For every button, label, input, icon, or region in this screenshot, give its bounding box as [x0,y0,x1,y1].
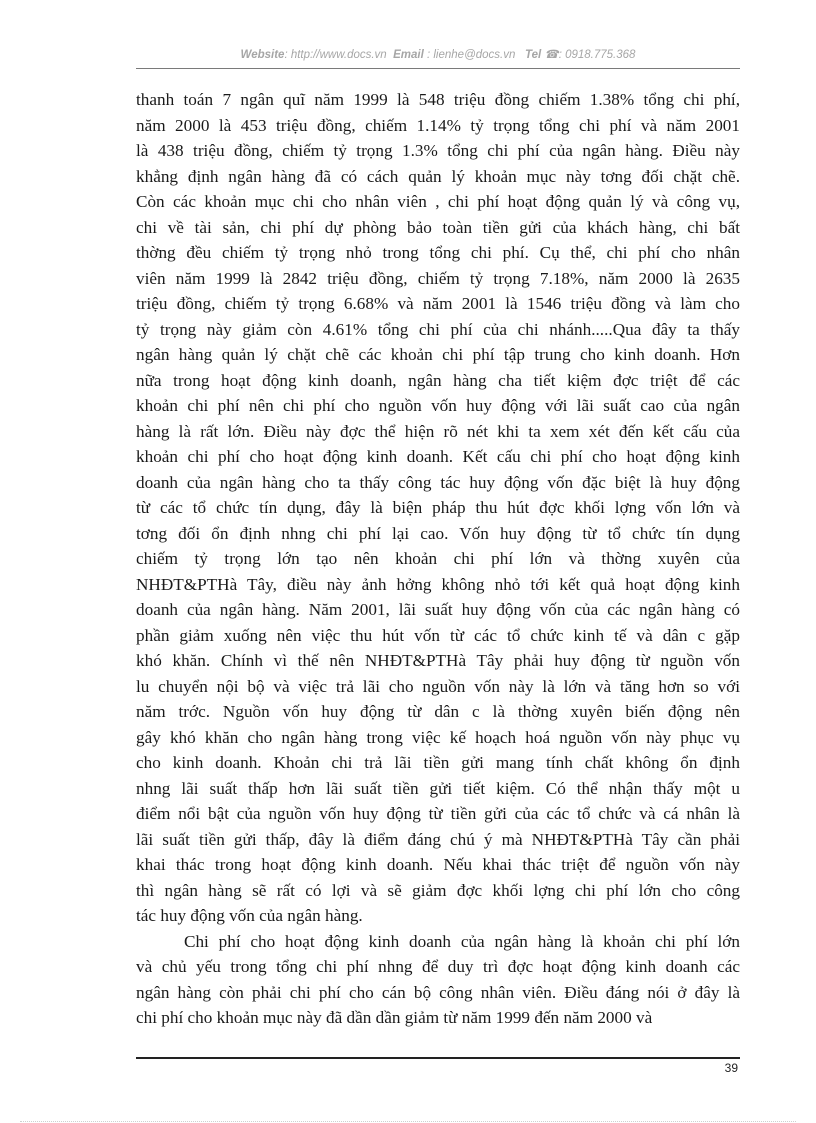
text-line: doanh của ngân hàng cho ta thấy công tác huy động vốn đặc biệt là huy động [136,472,740,492]
text-line: điểm nổi bật của nguồn vốn huy động từ tiền gửi của các tổ chức và cá nhân là [136,804,740,823]
text-line: ngân hàng quản lý chặt chẽ các khoản chi phí tập trung cho kinh doanh. Hơn [136,345,740,364]
text-line: viên năm 1999 là 2842 triệu đồng, chiếm tỷ trọng 7.18%, năm 2000 là 2635 [136,268,740,288]
page-header [136,44,740,69]
page-number: 39 [724,1061,738,1075]
text-line: lãi suất tiền gửi thấp, đây là điểm đáng chú ý mà NHĐT&PTHà Tây cần phải [136,829,740,849]
website-value[interactable]: : http://www.docs.vn [284,49,387,61]
text-line: khoản chi phí nên chi phí cho nguồn vốn huy động với lãi suất cao của ngân [136,396,740,415]
paragraph-2 [136,929,740,1031]
text-line: ngân hàng còn phải chi phí cho cán bộ công nhân viên. Điều đáng nói ở đây là [136,982,740,1002]
text-line: thanh toán 7 ngân quĩ năm 1999 là 548 triệu đồng chiếm 1.38% tổng chi phí, [136,90,740,109]
footer-rule [136,1057,740,1059]
text-line: phần giảm xuống nên việc thu hút vốn từ các tổ chức kinh tế và dân c gặp [136,625,740,645]
text-line: hàng là rất lớn. Điều này đợc thể hiện rõ nét khi ta xem xét đến kết cấu của [136,421,740,441]
text-line: gây khó khăn cho ngân hàng trong việc kế hoạch hoá nguồn vốn này phục vụ [136,727,740,747]
text-line: khoản chi phí cho hoạt động kinh doanh. Kết cấu chi phí cho hoạt động kinh [136,447,740,466]
text-line: chi về tài sản, chi phí dự phòng bảo toàn tiền gửi của khách hàng, chi bất [136,217,740,237]
text-line: khẳng định ngân hàng đã có cách quản lý khoản mục này tơng đối chặt chẽ. [136,166,740,186]
text-line: tác huy động vốn của ngân hàng. [136,906,363,925]
text-line: là 438 triệu đồng, chiếm tỷ trọng 1.3% tổng chi phí của ngân hàng. Điều này [136,141,740,160]
text-line: thờng đều chiếm tỷ trọng nhỏ trong tổng chi phí. Cụ thể, chi phí cho nhân [136,243,740,262]
text-line: doanh của ngân hàng. Năm 2001, lãi suất huy động vốn của các ngân hàng có [136,600,740,619]
text-line: và chủ yếu trong tổng chi phí nhng để duy trì đợc hoạt động kinh doanh các [136,957,740,976]
text-line: chiếm tỷ trọng lớn tạo nên khoản chi phí lớn và thờng xuyên của [136,549,740,568]
text-line: lu chuyển nội bộ và việc trả lãi cho nguồn vốn này là lớn và tăng hơn so với [136,676,740,696]
text-line: tơng đối ổn định nhng chi phí lại cao. Vốn huy động từ tổ chức tín dụng [136,523,740,543]
text-line: năm trớc. Nguồn vốn huy động từ dân c là thờng xuyên biến động nên [136,702,740,721]
text-line: triệu đồng, chiếm tỷ trọng 6.68% và năm 2001 là 1546 triệu đồng và làm cho [136,294,740,313]
text-line: nhng lãi suất thấp hơn lãi suất tiền gửi tiết kiệm. Có thể nhận thấy một u [136,778,740,798]
text-line: NHĐT&PTHà Tây, điều này ảnh hởng không nhỏ tới kết quả hoạt động kinh [136,574,740,594]
text-line: cho kinh doanh. Khoản chi trả lãi tiền gửi mang tính chất không ổn định [136,753,740,772]
email-label: Email [393,49,424,61]
page-edge-dots [20,1121,796,1122]
text-line: thì ngân hàng sẽ rất có lợi và sẽ giảm đợc khối lợng chi phí lớn cho công [136,880,740,900]
text-line: Chi phí cho hoạt động kinh doanh của ngân hàng là khoản chi phí lớn [184,931,740,951]
text-line: Còn các khoản mục chi cho nhân viên , chi phí hoạt động quản lý và công vụ, [136,192,740,211]
phone-icon: ☎ [544,49,559,61]
email-value[interactable]: : lienhe@docs.vn [426,49,516,61]
website-label: Website [240,49,285,61]
text-line: từ các tổ chức tín dụng, đây là biện pháp thu hút đợc khối lợng vốn lớn và [136,498,740,517]
tel-value: : 0918.775.368 [558,49,636,61]
body-text [136,87,740,1031]
text-line: chi phí cho khoản mục này đã dần dần giảm từ năm 1999 đến năm 2000 và [136,1008,653,1027]
text-line: khai thác trong hoạt động kinh doanh. Nếu khai thác triệt để nguồn vốn này [136,855,740,874]
text-line: năm 2000 là 453 triệu đồng, chiếm 1.14% tỷ trọng tổng chi phí và năm 2001 [136,115,740,135]
text-line: khó khăn. Chính vì thế nên NHĐT&PTHà Tây phải huy động từ nguồn vốn [136,651,740,670]
text-line: tỷ trọng này giảm còn 4.61% tổng chi phí của chi nhánh.....Qua đây ta thấy [136,319,740,339]
text-line: nữa trong hoạt động kinh doanh, ngân hàng cha tiết kiệm đợc triệt để các [136,370,740,390]
tel-label: Tel [524,49,542,61]
paragraph-1 [136,87,740,929]
